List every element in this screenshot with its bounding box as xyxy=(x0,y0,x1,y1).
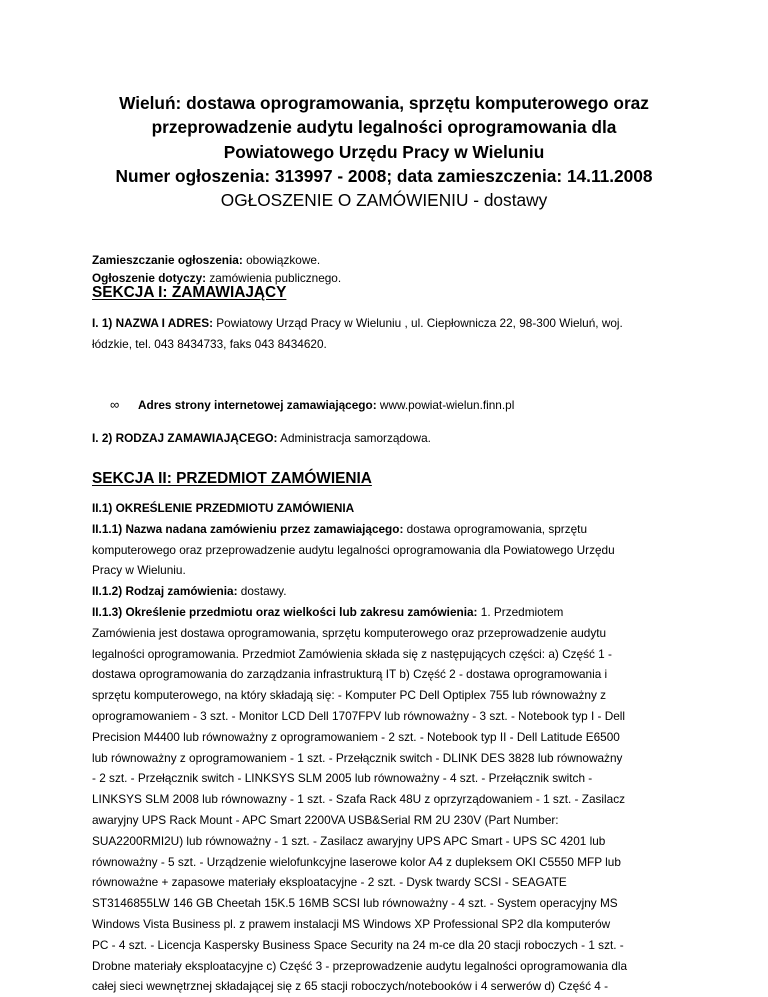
concerns-label: Ogłoszenie dotyczy: xyxy=(92,271,207,285)
authority-type-value: Administracja samorządowa. xyxy=(277,431,431,445)
announcement-number: Numer ogłoszenia: 313997 - 2008; data zamieszczenia: 14.11.2008 xyxy=(115,165,653,186)
order-name-cont: komputerowego oraz przeprowadzenie audytu legalności oprogramowania dla Powiatowego Urzędu xyxy=(92,542,615,557)
scope-line: całej sieci wewnętrznej składającej się z 65 stacji roboczych/notebooków i 4 serwerów d) Część 4 - xyxy=(92,979,609,994)
title-line: Powiatowego Urzędu Pracy w Wieluniu xyxy=(223,141,545,162)
name-address-value: Powiatowy Urząd Pracy w Wieluniu , ul. Ciepłownicza 22, 98-300 Wieluń, woj. xyxy=(213,316,623,330)
website-label: Adres strony internetowej zamawiającego: xyxy=(138,398,377,412)
scope-line: Drobne materiały eksploatacyjne c) Część 3 - przeprowadzenie audytu legalności oprogramowania dla xyxy=(92,958,628,973)
title-line: przeprowadzenie audytu legalności oprogramowania dla xyxy=(151,117,617,138)
scope-line: legalności oprogramowania. Przedmiot Zamówienia składa się z następujących części: a) Część 1 - xyxy=(92,646,612,661)
section-1-heading: SEKCJA I: ZAMAWIAJĄCY xyxy=(92,284,287,301)
scope-line: lub równoważny z oprogramowaniem - 1 szt. - Przełącznik switch - DLINK DES 3828 lub równoważny xyxy=(92,750,623,765)
scope-line: awaryjny UPS Rack Mount - APC Smart 2200VA USB&Serial RM 2U 230V (Part Number: xyxy=(92,812,559,827)
order-name-cont: Pracy w Wieluniu. xyxy=(92,563,186,578)
scope-line: - 2 szt. - Przełącznik switch - LINKSYS SLM 2005 lub równoważny - 4 szt. - Przełącznik switch - xyxy=(92,771,593,786)
scope-line: Precision M4400 lub równoważny z oprogramowaniem - 2 szt. - Notebook typ II - Dell Latitude E6500 xyxy=(92,729,620,744)
subheading-text: II.1) OKREŚLENIE PRZEDMIOTU ZAMÓWIENIA xyxy=(92,501,355,515)
scope-line: równoważny - 5 szt. - Urządzenie wielofunkcyjne laserowe kolor A4 z dupleksem OKI C5550 MFP lub xyxy=(92,854,621,869)
concerns-value: zamówienia publicznego. xyxy=(206,271,342,285)
order-kind-row xyxy=(92,581,688,602)
name-address-value-cont: łódzkie, tel. 043 8434733, faks 043 8434620. xyxy=(92,336,327,351)
authority-type xyxy=(92,428,692,449)
scope-line: Windows Vista Business pl. z prawem instalacji MS Windows XP Professional SP2 dla komputerów xyxy=(92,916,611,931)
order-name-row xyxy=(92,519,688,540)
section-2-heading: SEKCJA II: PRZEDMIOT ZAMÓWIENIA xyxy=(92,470,372,487)
document-title xyxy=(60,91,708,212)
name-address-label: I. 1) NAZWA I ADRES: xyxy=(92,316,214,330)
order-kind-label: II.1.2) Rodzaj zamówienia: xyxy=(92,584,238,599)
bullet-icon: ∞ xyxy=(110,397,120,412)
scope-label: II.1.3) Określenie przedmiotu oraz wielkości lub zakresu zamówienia: xyxy=(92,604,478,619)
scope-line: LINKSYS SLM 2008 lub równowazny - 1 szt. - Szafa Rack 48U z oprzyrządowaniem - 1 szt. - Zasilacz xyxy=(92,792,626,807)
scope-line: sprzętu komputerowego, na który składają się: - Komputer PC Dell Optiplex 755 lub równoważny z xyxy=(92,688,607,703)
document-subtitle: OGŁOSZENIE O ZAMÓWIENIU - dostawy xyxy=(220,190,548,211)
scope-line: ST3146855LW 146 GB Cheetah 15K.5 16MB SCSI lub równoważny - 4 szt. - System operacyjny MS xyxy=(92,896,618,911)
scope-line: Zamówienia jest dostawa oprogramowania, sprzętu komputerowego oraz przeprowadzenie audytu xyxy=(92,625,607,640)
placement-value: obowiązkowe. xyxy=(242,253,321,267)
title-line: Wieluń: dostawa oprogramowania, sprzętu komputerowego oraz xyxy=(119,93,649,113)
subheading xyxy=(92,498,688,519)
order-kind-value: dostawy. xyxy=(237,584,287,599)
notice-meta xyxy=(92,251,341,287)
scope-line: równoważne + zapasowe materiały eksploatacyjne - 2 szt. - Dysk twardy SCSI - SEAGATE xyxy=(92,875,567,890)
section-2-body xyxy=(92,498,688,997)
scope-line: dostawa oprogramowania do zarządzania infrastrukturą IT b) Część 2 - dostawa oprogramowania i xyxy=(92,667,608,682)
scope-line: oprogramowaniem - 3 szt. - Monitor LCD Dell 1707FPV lub równoważny - 3 szt. - Notebook typ I - Dell xyxy=(92,708,626,723)
placement-label: Zamieszczanie ogłoszenia: xyxy=(92,253,243,267)
scope-line: PC - 4 szt. - Licencja Kaspersky Business Space Security na 24 m-ce dla 20 stacji roboczych - 1 szt. - xyxy=(92,937,624,952)
contracting-authority-name xyxy=(92,313,692,355)
order-name-value: dostawa oprogramowania, sprzętu xyxy=(403,521,588,536)
order-name-label: II.1.1) Nazwa nadana zamówieniu przez zamawiającego: xyxy=(92,521,404,536)
scope-first: 1. Przedmiotem xyxy=(477,604,564,619)
authority-type-label: I. 2) RODZAJ ZAMAWIAJĄCEGO: xyxy=(92,431,278,445)
website-value[interactable]: www.powiat-wielun.finn.pl xyxy=(376,398,515,412)
scope-row xyxy=(92,602,688,623)
placement-row xyxy=(92,251,341,269)
scope-line: SUA2200RMI2U) lub równoważny - 1 szt. - Zasilacz awaryjny UPS APC Smart - UPS SC 4201 lub xyxy=(92,833,606,848)
website-item xyxy=(110,395,514,415)
